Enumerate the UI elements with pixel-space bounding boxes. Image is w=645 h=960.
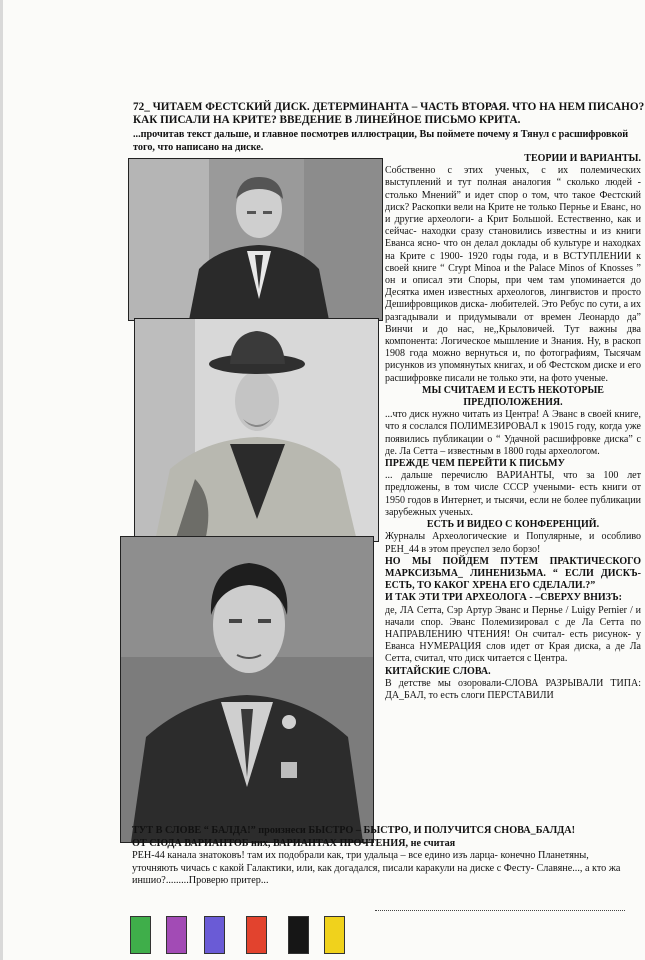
page-edge xyxy=(0,0,3,960)
three-archaeologists-heading: И ТАК ЭТИ ТРИ АРХЕОЛОГА - –СВЕРХУ ВНИЗЪ: xyxy=(385,592,622,604)
video-heading: ЕСТЬ И ВИДЕО С КОНФЕРЕНЦИЙ. xyxy=(426,519,600,531)
video-text: Журналы Археологические и Популярные, и особливо РЕН_44 в этом преуспел зело борзо! xyxy=(385,531,641,555)
swatch-purple xyxy=(166,916,187,954)
before-text: ... дальше перечислю ВАРИАНТЫ, что за 100 лет предложены, в том числе СССР учеными- есть книги от 1950 годов в Интернет, и тысячи, если не более публикации зарубежных ученых. xyxy=(385,470,641,518)
photo-archaeologist-3 xyxy=(120,536,374,843)
before-heading: ПРЕЖДЕ ЧЕМ ПЕРЕЙТИ К ПИСЬМУ xyxy=(385,458,565,470)
swatch-violet xyxy=(204,916,225,954)
swatch-red xyxy=(246,916,267,954)
theory-heading: ТЕОРИИ И ВАРИАНТЫ. xyxy=(524,153,641,164)
theory-text: Собственно с этих ученых, с их полемических выступлений и тут полная аналогия “ сколько людей - столько Мнений” и идет спор о том, что такое Фестский диск? Раскопки вели на Крите не только Пернье и Еванс, но и другие археологи- а Крит Большой. Естественно, как и сейчас- находки сразу становились известны и из книги Еванса ясно- что он делал доклады об культуре и находках на Крите с 1900- 1920 годы года, и в ВСТУПЛЕНИИ к своей книге “ Crypt Minoa и the Palace Minos of Knosses ” он и описал эти Споры, при чем там упоминается до Десятка имен известных археологов, лингвистов и просто Дешифровщиков диска- любителей. Это Ребус по сути, а их разгадывали и придумывали от времен Леонардо да” Винчи и до нас, не,,Крыловичей. Тут важны два компонента: Логическое мышление и Знания. Ну, в раскоп 1908 года можно вернуться и, по фотографиям, Тысячам рисунков из упомянутых книгах, и об Фестском диске и его расшифровке писали не только эти, на фото ученые. xyxy=(385,165,641,384)
article-header xyxy=(133,101,645,127)
marxism-text: НО МЫ ПОЙДЕМ ПУТЕМ ПРАКТИЧЕСКОГО МАРКСИЗЬМА_ ЛИНЕНИЗЬМА. “ ЕСЛИ ДИСКЪ- ЕСТЬ, ТО КАКОГ ХРЕНА ЕГО СДЕЛАЛИ.?” xyxy=(385,555,641,592)
color-swatches xyxy=(128,916,358,954)
dotted-rule xyxy=(375,910,625,911)
bottom-line-1: ТУТ В СЛОВЕ “ БАЛДА!” произнеси БЫСТРО – БЫСТРО, И ПОЛУЧИТСЯ СНОВА_БАЛДА! xyxy=(132,825,576,836)
bottom-line-2: ОТ СЮДА ВАРИАНТОБ них, ВАРИАНТАХ ПРОЧТЕНИЯ, не считая xyxy=(132,837,456,849)
photo-archaeologist-2 xyxy=(134,318,379,542)
swatch-black xyxy=(288,916,309,954)
article-title: 72_ ЧИТАЕМ ФЕСТСКИЙ ДИСК. ДЕТЕРМИНАНТА – ЧАСТЬ ВТОРАЯ. ЧТО НА НЕМ ПИСАНО? КАК ПИСАЛИ НА КРИТЕ? ВВЕДЕНИЕ В ЛИНЕЙНОЕ ПИСЬМО КРИТА. xyxy=(133,101,645,126)
photo-archaeologist-1 xyxy=(128,158,383,321)
assume-text: ...что диск нужно читать из Центра! А Эванс в своей книге, что я сослался ПОЛИМЕЗИРОВАЛ к 19015 году, когда уже появились публикации о “ Удачной расшифровке диска” с де. Ла Сетта – известным в 1800 годы археологом. xyxy=(385,409,641,457)
chinese-words-text: В детстве мы озоровали-СЛОВА РАЗРЫВАЛИ ТИПА: ДА_БАЛ, то есть слоги ПЕРСТАВИЛИ xyxy=(385,677,641,701)
assume-heading: МЫ СЧИТАЕМ И ЕСТЬ НЕКОТОРЫЕ ПРЕДПОЛОЖЕНИЯ. xyxy=(422,384,604,409)
chinese-words-heading: КИТАЙСКИЕ СЛОВА. xyxy=(385,665,491,677)
swatch-green xyxy=(130,916,151,954)
bottom-text xyxy=(132,825,632,888)
intro-text: ...прочитав текст дальше, и главное посмотрев иллюстрации, Вы поймете почему я Тянул с расшифровкой того, что написано на диске. xyxy=(133,129,629,153)
bottom-line-3: РЕН-44 канала знатоковъ! там их подобрали как, три удальца – все едино изъ ларца- конечно Планетяны, уточняють чичась с какой Галактики, или, как догадался, писали каракули на диске с Фесту- Славяне..., а кто жа иншио?.........Проверю притер... xyxy=(132,850,621,886)
swatch-yellow xyxy=(324,916,345,954)
right-column xyxy=(385,153,641,702)
theory-paragraph xyxy=(385,153,641,385)
three-archaeologists-text: де, ЛА Сетта, Сэр Артур Эванс и Пернье / Luigy Pernier / и начали спор. Эванс Полемизировал с де Ла Сетта по НАПРАВЛЕНИЮ ЧТЕНИЯ! Он считал- есть рисунок- у Еванса НУМЕРАЦИЯ слов идет от Края диска, а де Ла Сетта, считал, что диск читается с Центра. xyxy=(385,604,641,665)
